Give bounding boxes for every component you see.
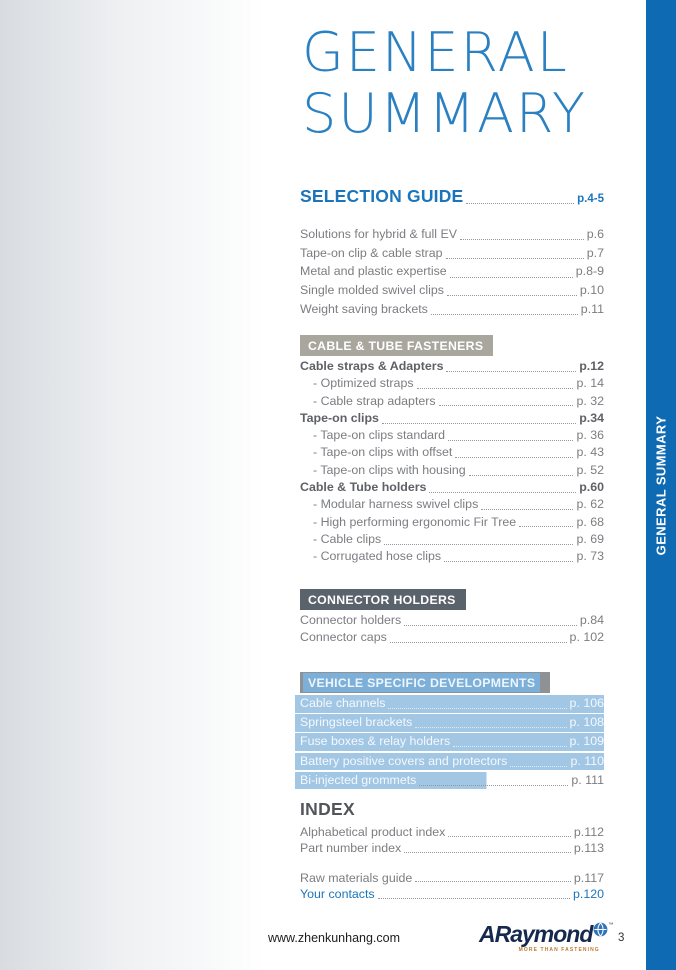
dotted-leader bbox=[448, 836, 571, 837]
toc-list-cable-tube-fasteners bbox=[300, 358, 604, 566]
toc-item-label: Fuse boxes & relay holders bbox=[300, 734, 451, 749]
toc-item-label: - Modular harness swivel clips bbox=[313, 497, 479, 512]
page-title bbox=[302, 22, 587, 144]
toc-row[interactable] bbox=[295, 753, 604, 771]
toc-row[interactable] bbox=[300, 531, 604, 548]
toc-item-page: p.60 bbox=[579, 480, 604, 495]
toc-list-connector-holders bbox=[300, 612, 604, 646]
toc-item-page: p.6 bbox=[586, 227, 604, 241]
toc-item-label: Springsteel brackets bbox=[300, 715, 413, 730]
toc-row[interactable] bbox=[300, 427, 604, 444]
toc-item-label: Part number index bbox=[300, 841, 402, 856]
dotted-leader bbox=[446, 371, 576, 372]
toc-row[interactable] bbox=[300, 629, 604, 646]
toc-item-page: p.7 bbox=[586, 245, 604, 260]
toc-row[interactable] bbox=[300, 548, 604, 565]
toc-item-label: Cable straps & Adapters bbox=[300, 359, 444, 373]
toc-item-label: - High performing ergonomic Fir Tree bbox=[313, 514, 517, 529]
page-title-line1: GENERAL bbox=[302, 21, 569, 84]
selected-header-text: VEHICLE SPECIFIC DEVELOPMENTS bbox=[303, 673, 540, 692]
dotted-leader bbox=[446, 258, 584, 259]
dotted-leader bbox=[388, 708, 566, 709]
toc-item-label: Weight saving brackets bbox=[300, 301, 428, 316]
toc-row[interactable] bbox=[300, 393, 604, 410]
dotted-leader bbox=[390, 642, 567, 643]
dotted-leader bbox=[429, 492, 576, 493]
dotted-leader bbox=[447, 295, 577, 296]
toc-item-label: Connector caps bbox=[300, 630, 387, 644]
toc-item-page: p. 108 bbox=[569, 715, 604, 730]
section-header-connector-holders: CONNECTOR HOLDERS bbox=[300, 589, 466, 610]
dotted-leader bbox=[481, 509, 573, 510]
dotted-leader bbox=[384, 544, 573, 545]
toc-row[interactable] bbox=[300, 262, 604, 281]
toc-item-label: - Tape-on clips with housing bbox=[313, 462, 466, 477]
toc-row[interactable] bbox=[300, 496, 604, 513]
toc-item-label: Your contacts bbox=[300, 886, 375, 901]
toc-item-label: Single molded swivel clips bbox=[300, 283, 444, 298]
toc-item-label: Alphabetical product index bbox=[300, 825, 446, 839]
toc-item-label: - Tape-on clips with offset bbox=[313, 445, 453, 460]
dotted-leader bbox=[466, 203, 574, 204]
toc-item-label: Raw materials guide bbox=[300, 870, 413, 885]
toc-item-label: - Cable strap adapters bbox=[313, 393, 436, 408]
toc-item-page: p.112 bbox=[573, 825, 604, 839]
toc-row[interactable] bbox=[300, 870, 604, 886]
toc-item-label: Cable channels bbox=[300, 696, 386, 710]
globe-icon bbox=[593, 922, 608, 942]
toc-item-page: p. 102 bbox=[569, 630, 604, 644]
toc-row[interactable] bbox=[295, 714, 604, 732]
toc-item-label: - Optimized straps bbox=[313, 376, 414, 391]
dotted-leader bbox=[450, 277, 573, 278]
toc-item-page: p. 32 bbox=[576, 393, 604, 408]
dotted-leader bbox=[419, 785, 568, 786]
toc-item-page: p. 14 bbox=[576, 376, 604, 391]
toc-row[interactable] bbox=[300, 612, 604, 629]
toc-item-label: Connector holders bbox=[300, 613, 402, 627]
toc-row[interactable] bbox=[300, 358, 604, 375]
brand-name: ARaymond bbox=[479, 921, 593, 947]
dotted-leader bbox=[448, 440, 573, 441]
toc-row[interactable] bbox=[300, 410, 604, 427]
toc-item-page: p.113 bbox=[573, 841, 604, 856]
dotted-leader bbox=[417, 388, 574, 389]
toc-row[interactable] bbox=[300, 444, 604, 461]
toc-item-page: p. 110 bbox=[570, 753, 604, 768]
toc-item-page: p. 106 bbox=[569, 696, 604, 710]
dotted-leader bbox=[404, 625, 577, 626]
brand-tagline: MORE THAN FASTENING bbox=[518, 947, 600, 953]
toc-item-page: p. 36 bbox=[576, 428, 604, 443]
toc-item-page: p.10 bbox=[579, 283, 604, 298]
dotted-leader bbox=[455, 457, 573, 458]
toc-item-label: Tape-on clip & cable strap bbox=[300, 245, 443, 260]
toc-item-page: p.12 bbox=[579, 359, 604, 373]
toc-row[interactable] bbox=[300, 300, 604, 319]
dotted-leader bbox=[431, 314, 578, 315]
section-header-index: INDEX bbox=[300, 799, 355, 819]
toc-item-label: Cable & Tube holders bbox=[300, 480, 427, 495]
toc-item-page: p. 109 bbox=[569, 734, 604, 749]
toc-row[interactable] bbox=[300, 479, 604, 496]
toc-row[interactable] bbox=[300, 462, 604, 479]
toc-row[interactable] bbox=[300, 840, 604, 856]
toc-item-page: p. 62 bbox=[576, 497, 604, 512]
dotted-leader bbox=[519, 526, 573, 527]
toc-item-page: p. 111 bbox=[571, 772, 604, 787]
toc-list-intro bbox=[300, 225, 604, 318]
toc-row[interactable] bbox=[295, 733, 604, 751]
dotted-leader bbox=[469, 475, 574, 476]
page-number: 3 bbox=[618, 932, 625, 944]
toc-item-label: - Tape-on clips standard bbox=[313, 428, 446, 443]
toc-item-page: p. 69 bbox=[576, 531, 604, 546]
toc-row[interactable] bbox=[300, 281, 604, 300]
trademark-symbol: ™ bbox=[608, 922, 614, 928]
toc-row[interactable] bbox=[300, 375, 604, 392]
toc-item-page: p.11 bbox=[580, 301, 604, 316]
toc-row[interactable] bbox=[295, 772, 604, 790]
toc-item-page: p. 73 bbox=[576, 549, 604, 564]
toc-item-page: p.84 bbox=[579, 613, 604, 627]
toc-item-label: Bi-injected grommets bbox=[300, 772, 417, 787]
dotted-leader bbox=[510, 766, 567, 767]
dotted-leader bbox=[444, 561, 573, 562]
toc-item-page: p. 43 bbox=[576, 445, 604, 460]
toc-item-label: Metal and plastic expertise bbox=[300, 264, 447, 279]
dotted-leader bbox=[415, 727, 566, 728]
selection-guide-page: p.4-5 bbox=[577, 193, 604, 205]
toc-item-label: Tape-on clips bbox=[300, 410, 379, 425]
toc-item-page: p.117 bbox=[573, 870, 604, 885]
section-header-cable-tube-fasteners: CABLE & TUBE FASTENERS bbox=[300, 335, 493, 356]
toc-row[interactable] bbox=[300, 244, 604, 263]
brand-logo bbox=[479, 923, 613, 953]
dotted-leader bbox=[382, 423, 576, 424]
toc-item-label: Battery positive covers and protectors bbox=[300, 753, 508, 768]
toc-row[interactable] bbox=[295, 695, 604, 713]
page-title-line2: SUMMARY bbox=[302, 82, 587, 145]
dotted-leader bbox=[415, 881, 571, 882]
toc-row-selection-guide[interactable] bbox=[300, 186, 604, 207]
side-tab bbox=[646, 0, 676, 970]
toc-item-label: Solutions for hybrid & full EV bbox=[300, 227, 458, 241]
toc-item-page: p.120 bbox=[572, 886, 604, 901]
toc-row[interactable] bbox=[300, 514, 604, 531]
toc-item-page: p.34 bbox=[579, 410, 604, 425]
dotted-leader bbox=[378, 898, 570, 899]
toc-list-vehicle-specific-developments bbox=[300, 695, 604, 791]
dotted-leader bbox=[460, 239, 584, 240]
toc-item-page: p. 68 bbox=[576, 514, 604, 529]
toc-list-index bbox=[300, 824, 604, 902]
toc-item-label: - Cable clips bbox=[313, 531, 382, 546]
toc-row[interactable] bbox=[300, 824, 604, 840]
toc-row[interactable] bbox=[300, 886, 604, 902]
toc-item-page: p.8-9 bbox=[575, 264, 604, 279]
footer-website-link[interactable]: www.zhenkunhang.com bbox=[268, 931, 401, 945]
dotted-leader bbox=[404, 852, 571, 853]
toc-item-label: - Corrugated hose clips bbox=[313, 549, 442, 564]
dotted-leader bbox=[439, 405, 574, 406]
toc-row[interactable] bbox=[300, 225, 604, 244]
selection-guide-label: SELECTION GUIDE bbox=[300, 186, 464, 206]
dotted-leader bbox=[453, 746, 566, 747]
section-header-vehicle-specific-developments bbox=[300, 672, 550, 693]
toc-item-page: p. 52 bbox=[576, 462, 604, 477]
side-tab-label: GENERAL SUMMARY bbox=[653, 415, 669, 555]
